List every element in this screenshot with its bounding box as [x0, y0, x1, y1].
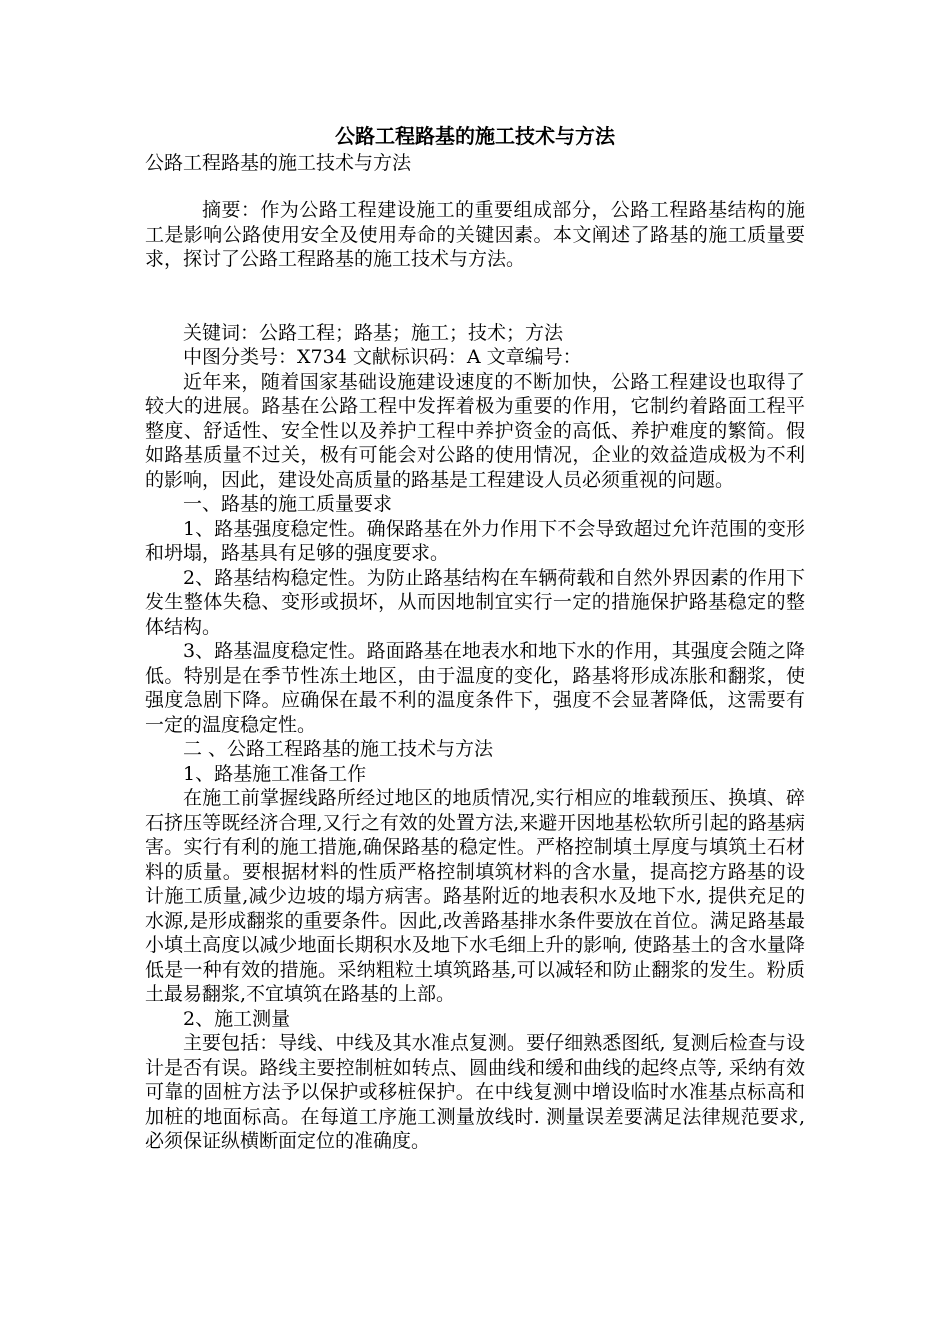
classification-line: 中图分类号：X734 文献标识码：A 文章编号： — [183, 346, 582, 368]
abstract-paragraph: 摘要：作为公路工程建设施工的重要组成部分，公路工程路基结构的施工是影响公路使用安全及使用寿命的关键因素。本文阐述了路基的施工质量要求，探讨了公路工程路基的施工技术与方法。 — [145, 199, 805, 270]
section-heading-2: 二 、公路工程路基的施工技术与方法 — [183, 738, 494, 760]
section1-paragraph-3: 3、路基温度稳定性。路面路基在地表水和地下水的作用，其强度会随之降低。特别是在季节性冻土地区，由于温度的变化，路基将形成冻胀和翻浆，使强度急剧下降。应确保在最不利的温度条件下，强度不会显著降低，这需要有一定的温度稳定性。 — [145, 640, 805, 736]
document-subtitle: 公路工程路基的施工技术与方法 — [145, 152, 412, 174]
document-body — [145, 198, 805, 1154]
keywords-line: 关键词：公路工程；路基；施工；技术；方法 — [183, 321, 564, 344]
document-title: 公路工程路基的施工技术与方法 — [335, 124, 615, 148]
subsection-heading-1: 1、路基施工准备工作 — [183, 762, 367, 785]
section-heading-1: 一、路基的施工质量要求 — [183, 493, 393, 515]
intro-paragraph: 近年来，随着国家基础设施建设速度的不断加快，公路工程建设也取得了较大的进展。路基在公路工程中发挥着极为重要的作用，它制约着路面工程平整度、舒适性、安全性以及养护工程中养护资金的高低、养护难度的繁简。假如路基质量不过关，极有可能会对公路的使用情况，企业的效益造成极为不利的影响，因此，建设处高质量的路基是工程建设人员必须重视的问题。 — [145, 370, 805, 491]
section1-paragraph-1: 1、路基强度稳定性。确保路基在外力作用下不会导致超过允许范围的变形和坍塌，路基具有足够的强度要求。 — [145, 517, 805, 564]
subsection-heading-2: 2、施工测量 — [183, 1007, 291, 1030]
section1-paragraph-2: 2、路基结构稳定性。为防止路基结构在车辆荷载和自然外界因素的作用下发生整体失稳、变形或损坏，从而因地制宜实行一定的措施保护路基稳定的整体结构。 — [145, 566, 805, 638]
blank-line — [145, 272, 805, 321]
section2-paragraph-1: 在施工前掌握线路所经过地区的地质情况,实行相应的堆载预压、换填、碎石挤压等既经济合理,又行之有效的处置方法,来避开因地基松软所引起的路基病害。实行有利的施工措施,确保路基的稳定性。严格控制填土厚度与填筑土石材料的质量。要根据材料的性质严格控制填筑材料的含水量，提高挖方路基的设计施工质量,减少边坡的塌方病害。路基附近的地表积水及地下水, 提供充足的水源,是形成翻浆的重要条件。因此,改善路基排水条件要放在首位。满足路基最小填土高度以减少地面长期积水及地下水毛细上升的影响, 使路基土的含水量降低是一种有效的措施。采纳粗粒土填筑路基,可以减轻和防止翻浆的发生。粉质土最易翻浆,不宜填筑在路基的上部。 — [145, 787, 805, 1005]
section2-paragraph-2: 主要包括：导线、中线及其水准点复测。要仔细熟悉图纸, 复测后检查与设计是否有误。路线主要控制桩如转点、圆曲线和缓和曲线的起终点等, 采纳有效可靠的固桩方法予以保护或移桩保护。在中线复测中增设临时水准基点标高和加桩的地面标高。在每道工序施工测量放线时. 测量误差要满足法律规范要求,必须保证纵横断面定位的准确度。 — [145, 1032, 805, 1152]
